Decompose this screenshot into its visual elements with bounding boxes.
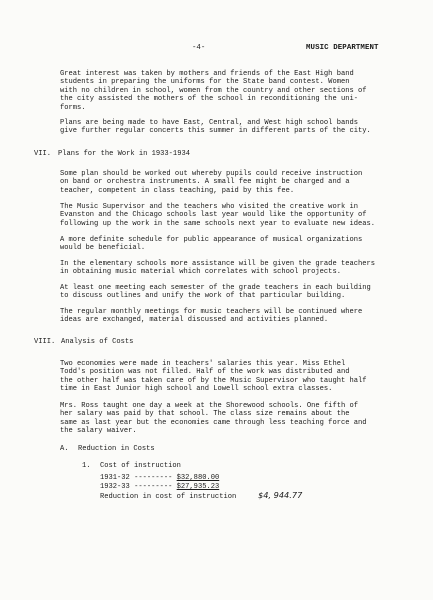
- text-line: ideas are exchanged, material discussed and activities planned.: [60, 316, 329, 325]
- text-line: the other half was taken care of by the Music Supervisor who taught half: [60, 376, 367, 385]
- vii-paragraph-creative-work: [60, 203, 400, 228]
- text-line: give further regular concerts this summer in different parts of the city.: [60, 127, 371, 136]
- text-line: Todd's position was not filled. Half of the work was distributed and: [60, 368, 350, 377]
- department-heading: MUSIC DEPARTMENT: [306, 44, 379, 52]
- cost-row-dashes: ---------: [134, 474, 173, 482]
- text-line: on band or orchestra instruments. A small fee might be charged and a: [60, 178, 350, 187]
- intro-paragraph-uniforms: [60, 70, 400, 112]
- vii-paragraph-meetings: [60, 284, 400, 301]
- vii-paragraph-instruction: [60, 170, 400, 195]
- text-line: At least one meeting each semester of the grade teachers in each building: [60, 284, 371, 292]
- reduction-label: Reduction in cost of instruction: [100, 493, 237, 501]
- text-line: The Music Supervisor and the teachers who visited the creative work in: [60, 203, 358, 211]
- cost-row-amount: $27,935.23: [176, 483, 220, 491]
- reduction-row: [100, 493, 236, 501]
- subsection-a-title: Reduction in Costs: [78, 445, 155, 453]
- subsection-a-letter: A.: [60, 445, 69, 453]
- text-line: Evanston and the Chicago schools last year would like the opportunity of: [60, 211, 367, 220]
- text-line: Great interest was taken by mothers and friends of the East High band: [60, 70, 354, 78]
- intro-paragraph-concerts: [60, 119, 400, 136]
- text-line: the city assisted the mothers of the school in reconditioning the uni-: [60, 95, 358, 104]
- text-line: in obtaining music material which correlates with school projects.: [60, 268, 341, 277]
- text-line: forms.: [60, 103, 86, 112]
- viii-paragraph-shorewood: [60, 402, 400, 436]
- reduction-amount-handwritten: $4, 944.77: [258, 490, 303, 500]
- text-line: The regular monthly meetings for music teachers will be continued where: [60, 308, 363, 316]
- text-line: Some plan should be worked out whereby pupils could receive instruction: [60, 170, 363, 178]
- text-line: the salary waiver.: [60, 427, 137, 436]
- section-viii-number: VIII.: [34, 338, 56, 346]
- item-1-number: 1.: [82, 462, 91, 470]
- vii-paragraph-schedule: [60, 236, 400, 253]
- cost-row-year: 1931-32: [100, 474, 130, 482]
- viii-paragraph-economies: [60, 360, 400, 394]
- text-line: Two economies were made in teachers' salaries this year. Miss Ethel: [60, 360, 346, 368]
- text-line: time in East Junior high school and Lowell school extra classes.: [60, 385, 333, 394]
- text-line: with no children in school, women from the country and other sections of: [60, 86, 367, 95]
- section-vii-title: Plans for the Work in 1933-1934: [58, 150, 190, 158]
- section-vii-number: VII.: [34, 150, 52, 158]
- text-line: her salary was paid by that school. The class size remains about the: [60, 410, 350, 419]
- text-line: teacher, competent in class teaching, paid by this fee.: [60, 186, 295, 195]
- cost-row: [100, 474, 219, 482]
- text-line: In the elementary schools more assistance will be given the grade teachers: [60, 260, 376, 268]
- vii-paragraph-elementary: [60, 260, 400, 277]
- cost-row-dashes: ---------: [134, 483, 173, 491]
- text-line: students in preparing the uniforms for the State band contest. Women: [60, 78, 350, 87]
- text-line: same as last year but the economies came through less teaching force and: [60, 418, 367, 427]
- cost-row-year: 1932-33: [100, 483, 130, 491]
- cost-row-amount: $32,880.00: [176, 474, 220, 482]
- text-line: Mrs. Ross taught one day a week at the Shorewood schools. One fifth of: [60, 402, 358, 410]
- cost-row: [100, 483, 219, 491]
- text-line: Plans are being made to have East, Central, and West high school bands: [60, 119, 358, 127]
- text-line: to discuss outlines and unify the work of that particular building.: [60, 292, 346, 301]
- page-number: -4-: [192, 44, 206, 52]
- text-line: would be beneficial.: [60, 244, 146, 253]
- text-line: following up the work in the same schools next year to evaluate new ideas.: [60, 219, 376, 228]
- text-line: A more definite schedule for public appearance of musical organizations: [60, 236, 363, 244]
- item-1-title: Cost of instruction: [100, 462, 181, 470]
- section-viii-title: Analysis of Costs: [61, 338, 134, 346]
- vii-paragraph-monthly: [60, 308, 400, 325]
